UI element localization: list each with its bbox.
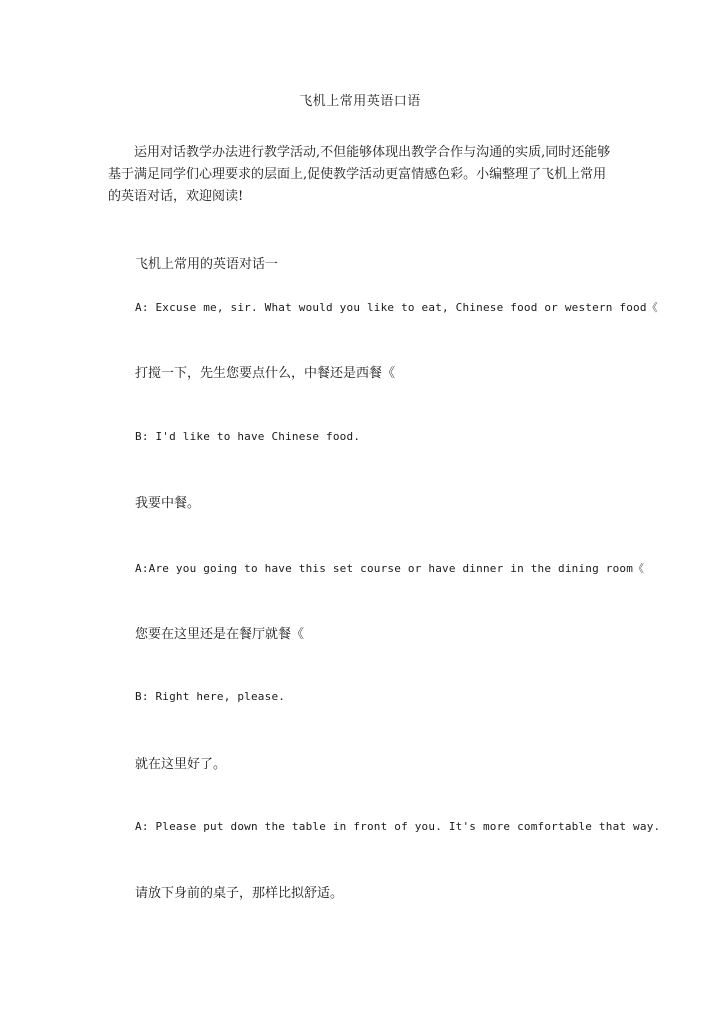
dialogue-line-cn: 您要在这里还是在餐厅就餐《	[135, 627, 305, 642]
dialogue-line-cn: 我要中餐。	[135, 496, 201, 511]
dialogue-line-cn: 就在这里好了。	[135, 757, 227, 772]
dialogue-line-cn: 打搅一下，先生您要点什么，中餐还是西餐《	[135, 366, 396, 381]
intro-paragraph: 运用对话教学办法进行教学活动,不但能够体现出教学合作与沟通的实质,同时还能够基于满足同学们心理要求的层面上,促使教学活动更富情感色彩。小编整理了飞机上常用的英语对话，欢迎阅读!	[108, 145, 611, 204]
dialogue-line-cn: 请放下身前的桌子，那样比拟舒适。	[135, 886, 344, 901]
dialogue-line-en: B: Right here, please.	[135, 690, 286, 703]
section-heading: 飞机上常用的英语对话一	[135, 257, 279, 272]
dialogue-line-en: A:Are you going to have this set course or have dinner in the dining room《	[135, 562, 645, 575]
dialogue-line-en: A: Please put down the table in front of you. It's more comfortable that way.	[135, 820, 661, 833]
dialogue-line-en: A: Excuse me, sir. What would you like to eat, Chinese food or western food《	[135, 301, 658, 314]
document-title: 飞机上常用英语口语	[299, 94, 421, 109]
dialogue-line-en: B: I'd like to have Chinese food.	[135, 430, 361, 443]
